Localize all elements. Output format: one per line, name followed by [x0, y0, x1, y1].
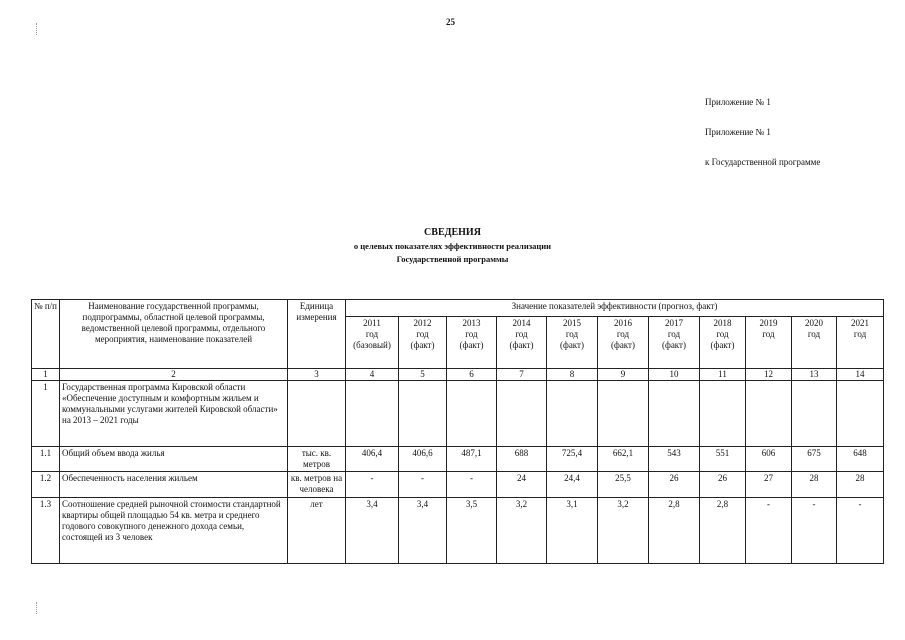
row-value: 487,1 — [447, 447, 497, 472]
header-year-2012 — [399, 317, 447, 369]
header-year-line: (факт) — [610, 340, 635, 350]
header-year-2013 — [447, 317, 497, 369]
row-value: 606 — [746, 447, 792, 472]
column-number: 4 — [346, 369, 399, 381]
header-name: Наименование государственной программы, подпрограммы, областной целевой программы, ведомственной целевой программы, отдельного мероприятия, наименование показателей — [60, 300, 288, 369]
annex-line-1: Приложение № 1 — [705, 97, 771, 107]
header-year-line: год — [365, 329, 379, 339]
column-number: 12 — [746, 369, 792, 381]
column-numbers-row — [32, 369, 884, 381]
header-year-line: 2021 — [851, 318, 870, 328]
header-year-line: год — [616, 329, 630, 339]
header-year-2011 — [346, 317, 399, 369]
header-year-2014 — [497, 317, 547, 369]
column-number: 5 — [399, 369, 447, 381]
column-number: 1 — [32, 369, 60, 381]
row-name: Общий объем ввода жилья — [60, 447, 288, 472]
row-value: 3,2 — [598, 498, 649, 564]
header-year-line: 2015 — [563, 318, 581, 328]
scan-mark-top — [36, 23, 38, 35]
header-year-2020 — [792, 317, 837, 369]
header-year-line: 2012 — [413, 318, 432, 328]
row-value: 3,2 — [497, 498, 547, 564]
header-year-line: (факт) — [509, 340, 534, 350]
header-year-line: (факт) — [559, 340, 584, 350]
document-title: СВЕДЕНИЯ — [424, 227, 481, 238]
header-year-line: 2013 — [462, 318, 481, 328]
indicators-table — [31, 299, 884, 564]
row-number: 1 — [32, 381, 60, 447]
row-value: - — [346, 472, 399, 498]
row-value: 24 — [497, 472, 547, 498]
row-value: 28 — [792, 472, 837, 498]
row-value: 26 — [700, 472, 746, 498]
row-value: 3,1 — [547, 498, 598, 564]
column-number: 13 — [792, 369, 837, 381]
row-value: 3,4 — [346, 498, 399, 564]
header-year-line: (базовый) — [353, 340, 391, 350]
header-year-line: 2017 — [665, 318, 683, 328]
table-row — [32, 381, 884, 447]
row-value: 543 — [649, 447, 700, 472]
row-value: 406,6 — [399, 447, 447, 472]
header-year-line: 2011 — [363, 318, 381, 328]
row-number: 1.2 — [32, 472, 60, 498]
row-value — [598, 381, 649, 447]
row-value: 675 — [792, 447, 837, 472]
header-year-2018 — [700, 317, 746, 369]
header-year-line: год — [416, 329, 429, 339]
row-value: - — [447, 472, 497, 498]
header-year-2021 — [837, 317, 884, 369]
header-year-line: (факт) — [459, 340, 484, 350]
row-value: - — [399, 472, 447, 498]
row-unit: лет — [288, 498, 346, 564]
row-value: 2,8 — [649, 498, 700, 564]
document-subtitle-1: о целевых показателях эффективности реализации — [353, 241, 552, 251]
row-value: 24,4 — [547, 472, 598, 498]
row-value — [700, 381, 746, 447]
row-value — [447, 381, 497, 447]
row-number: 1.1 — [32, 447, 60, 472]
header-values: Значение показателей эффективности (прогноз, факт) — [346, 300, 884, 317]
row-unit: тыс. кв. метров — [288, 447, 346, 472]
row-value: 26 — [649, 472, 700, 498]
row-value — [792, 381, 837, 447]
header-year-line: год — [515, 329, 528, 339]
header-num: № п/п — [32, 300, 60, 369]
header-year-line: год — [465, 329, 478, 339]
page-number: 25 — [446, 17, 455, 27]
row-unit: кв. метров на человека — [288, 472, 346, 498]
row-value — [837, 381, 884, 447]
header-year-line: 2019 — [759, 318, 778, 328]
column-number: 6 — [447, 369, 497, 381]
column-number: 2 — [60, 369, 288, 381]
annex-line-2: Приложение № 1 — [705, 127, 771, 137]
header-year-2016 — [598, 317, 649, 369]
row-unit — [288, 381, 346, 447]
row-value: 3,5 — [447, 498, 497, 564]
header-year-line: год — [762, 329, 775, 339]
header-year-line: (факт) — [710, 340, 735, 350]
row-name: Государственная программа Кировской области «Обеспечение доступным и комфортным жильем и коммунальными услугами жителей Кировской области» на 2013 – 2021 годы — [60, 381, 288, 447]
row-value — [547, 381, 598, 447]
row-value: - — [792, 498, 837, 564]
table-row — [32, 447, 884, 472]
header-year-line: 2014 — [512, 318, 531, 328]
document-subtitle-2: Государственной программы — [396, 254, 509, 264]
column-number: 8 — [547, 369, 598, 381]
annex-line-3: к Государственной программе — [705, 157, 821, 167]
row-value — [649, 381, 700, 447]
row-value: 551 — [700, 447, 746, 472]
header-year-line: год — [807, 329, 821, 339]
table-row — [32, 498, 884, 564]
header-row-1 — [32, 300, 884, 317]
header-year-line: 2018 — [713, 318, 732, 328]
header-year-line: год — [565, 329, 579, 339]
header-year-2019 — [746, 317, 792, 369]
column-number: 14 — [837, 369, 884, 381]
row-value — [346, 381, 399, 447]
header-year-line: год — [853, 329, 867, 339]
header-year-2017 — [649, 317, 700, 369]
row-value: 406,4 — [346, 447, 399, 472]
header-year-line: (факт) — [661, 340, 686, 350]
row-value — [497, 381, 547, 447]
header-unit: Единица измерения — [288, 300, 346, 369]
column-number: 9 — [598, 369, 649, 381]
header-year-2015 — [547, 317, 598, 369]
column-number: 3 — [288, 369, 346, 381]
row-value: 662,1 — [598, 447, 649, 472]
header-year-line: год — [667, 329, 681, 339]
scan-mark-bottom — [36, 602, 38, 614]
row-value: 27 — [746, 472, 792, 498]
row-value: 25,5 — [598, 472, 649, 498]
row-value: 688 — [497, 447, 547, 472]
table-row — [32, 472, 884, 498]
row-value — [746, 381, 792, 447]
row-value: - — [837, 498, 884, 564]
row-value: 28 — [837, 472, 884, 498]
header-year-line: (факт) — [410, 340, 435, 350]
row-value: 725,4 — [547, 447, 598, 472]
row-name: Обеспеченность населения жильем — [60, 472, 288, 498]
row-name: Соотношение средней рыночной стоимости стандартной квартиры общей площадью 54 кв. метра и среднего годового совокупного денежного дохода семьи, состоящей из 3 человек — [60, 498, 288, 564]
column-number: 10 — [649, 369, 700, 381]
row-value — [399, 381, 447, 447]
header-year-line: 2016 — [614, 318, 632, 328]
header-year-line: год — [716, 329, 729, 339]
header-year-line: 2020 — [805, 318, 823, 328]
column-number: 11 — [700, 369, 746, 381]
row-value: 3,4 — [399, 498, 447, 564]
row-value: 2,8 — [700, 498, 746, 564]
row-number: 1.3 — [32, 498, 60, 564]
row-value: 648 — [837, 447, 884, 472]
column-number: 7 — [497, 369, 547, 381]
row-value: - — [746, 498, 792, 564]
